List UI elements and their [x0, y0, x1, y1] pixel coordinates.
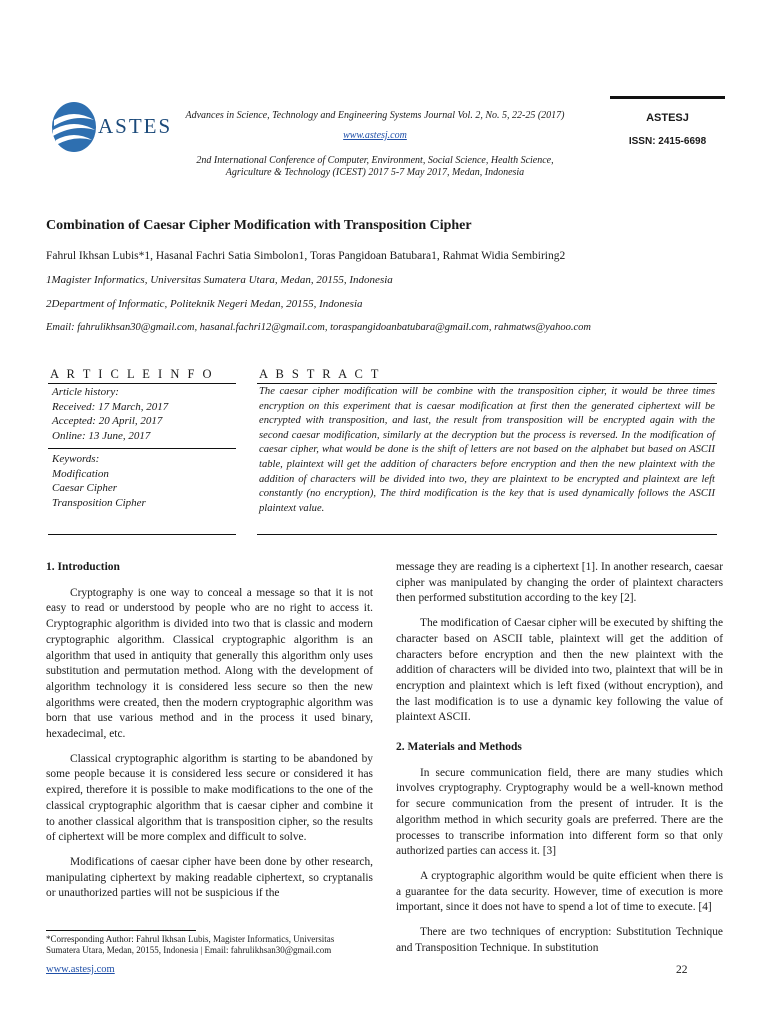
journal-issn: ISSN: 2415-6698	[628, 136, 707, 147]
article-info-rule-top	[48, 383, 236, 384]
right-column	[396, 560, 723, 956]
astes-swirl-icon	[48, 98, 98, 156]
footnote-rule	[46, 930, 196, 931]
abstract-text: The caesar cipher modification will be combine with the transposition cipher, it would be three times encryption on this experiment that is caesar modification at first then the generated ciphertext will be encrypted with transposition, and last, the result from transposition will be encrypted again with the second caesar modification, similarly at the decryption but the process is reversed. In the modification of caesar cipher, what would be done is the shift of letters are not based on the alphabet but based on ASCII table, plaintext will get the addition of characters before encryption and then the new plaintext with the addition of characters will be divided into two, they are plaintext to be encrypted and plaintext are left constantly (no encryption), The third modification is the key that is used dynamically follows the ASCII plaintext value.	[259, 386, 715, 514]
corresponding-author-footnote: *Corresponding Author: Fahrul Ikhsan Lubis, Magister Informatics, Universitas Sumatera Utara, Medan, 20155, Indonesia | Email: fahrulikhsan30@gmail.com	[46, 934, 335, 955]
received-date: Received: 17 March, 2017	[52, 400, 169, 413]
abstract-heading: A B S T R A C T	[259, 367, 381, 381]
intro-paragraph-1: Cryptography is one way to conceal a message so that it is not easy to read or understood by people who are no right to access it. Cryptographic algorithm is divided into two that is classic and modern cryptographic algorithm. Classical cryptographic algorithm is an algorithm that used in antiquity that generally this algorithm only uses substitution and permutation method. Along with the development of algorithm technology it is considered less secure so then the new algorithms were created, then the modern cryptographic algorithm was born that use various method and in the process it used binary, hexadecimal, etc.	[46, 586, 373, 741]
online-date: Online: 13 June, 2017	[52, 429, 151, 442]
paper-title: Combination of Caesar Cipher Modification with Transposition Cipher	[46, 218, 472, 233]
right-paragraph-1: message they are reading is a ciphertext [1]. In another research, caesar cipher was manipulated by changing the order of plaintext characters then performed substitution according to the key [2].	[396, 561, 723, 605]
accepted-date: Accepted: 20 April, 2017	[52, 415, 163, 427]
methods-paragraph-2: A cryptographic algorithm would be quite efficient when there is a guarantee for the data security. However, time of execution is more important, since it does not have to spend a lot of time to execute. [4]	[396, 869, 723, 914]
journal-brand: ASTESJ	[646, 112, 689, 124]
header-rule	[610, 96, 725, 99]
author-list: Fahrul Ikhsan Lubis*1, Hasanal Fachri Satia Simbolon1, Toras Pangidoan Batubara1, Rahmat Widia Sembiring2	[46, 250, 566, 262]
article-info-rule-bottom	[48, 534, 236, 535]
journal-logo	[48, 98, 178, 156]
article-info-heading: A R T I C L E I N F O	[50, 367, 215, 381]
intro-paragraph-3: Modifications of caesar cipher have been done by other research, manipulating ciphertext by making readable ciphertext, so cryptanalis or unauthorized parties will not be suspicious if the	[46, 855, 373, 900]
left-column	[46, 560, 373, 902]
article-history	[52, 385, 168, 443]
conference-line-1: 2nd International Conference of Computer, Environment, Social Science, Health Science,	[196, 155, 554, 166]
conference-line-2: Agriculture & Technology (ICEST) 2017 5-7 May 2017, Medan, Indonesia	[225, 167, 525, 178]
keyword-item: Transposition Cipher	[52, 496, 146, 509]
right-paragraph-2: The modification of Caesar cipher will be executed by shifting the character based on ASCII table, plaintext will get the addition of characters before encryption and then the new plaintext with the addition of characters will be divided into two, plaintext that will be in encryption and plaintext which is left fixed (without encryption), and the last modification is to use a dynamic key following the value of plaintext ASCII.	[396, 617, 723, 724]
abstract-rule-bottom	[257, 534, 717, 535]
introduction-heading: 1. Introduction	[46, 561, 120, 573]
history-label: Article history:	[52, 386, 119, 398]
keyword-item: Modification	[52, 467, 109, 480]
footer-url-link[interactable]: www.astesj.com	[46, 964, 115, 975]
methods-heading: 2. Materials and Methods	[396, 741, 522, 754]
abstract-rule-top	[257, 383, 717, 384]
affiliation-2: 2Department of Informatic, Politeknik Negeri Medan, 20155, Indonesia	[46, 298, 363, 310]
keywords-label: Keywords:	[52, 453, 100, 465]
page-number: 22	[676, 964, 688, 976]
author-emails: Email: fahrulikhsan30@gmail.com, hasanal.fachri12@gmail.com, toraspangidoanbatubara@gmail.com, rahmatws@yahoo.com	[46, 322, 591, 333]
logo-text: ASTES	[98, 114, 173, 138]
affiliation-1: 1Magister Informatics, Universitas Sumatera Utara, Medan, 20155, Indonesia	[46, 274, 393, 286]
journal-line: Advances in Science, Technology and Engineering Systems Journal Vol. 2, No. 5, 22-25 (2017)	[185, 110, 565, 121]
conference-info	[180, 155, 570, 179]
article-info-rule-mid	[48, 448, 236, 449]
methods-paragraph-1: In secure communication field, there are many studies which involves cryptography. Cryptography would be a well-known method for secure communication from the present of intruder. It is the algorithm method in which security goals are preferred. There are the processes to transcribe information into different form so that only authorized parties can access it. [3]	[396, 766, 723, 858]
keyword-item: Caesar Cipher	[52, 482, 118, 494]
journal-url-link[interactable]: www.astesj.com	[343, 130, 407, 141]
keywords-block	[52, 452, 146, 510]
intro-paragraph-2: Classical cryptographic algorithm is starting to be abandoned by some people because it is considered less secure or considered it has expired, therefore it is possible to make modifications to the one of the classical cryptographic algorithm that is caesar cipher and combine it to another classical algorithm that is transposition cipher, so the results of ciphertext will be more complex and difficult to solve.	[46, 752, 373, 844]
methods-paragraph-3: There are two techniques of encryption: Substitution Technique and Transposition Technique. In substitution	[396, 926, 723, 954]
